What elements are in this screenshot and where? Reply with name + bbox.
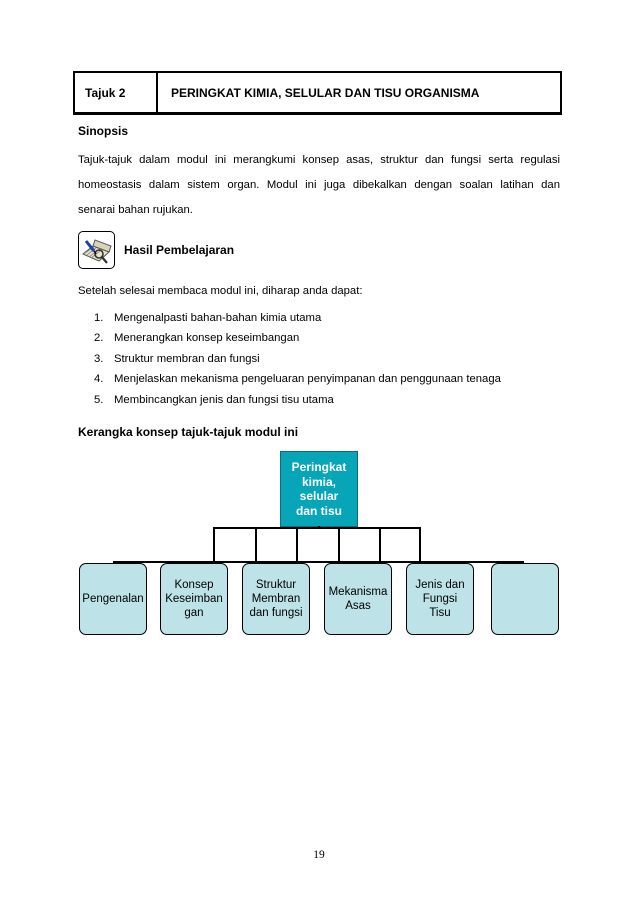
- synopsis-heading: Sinopsis: [78, 124, 129, 138]
- item-number: 2.: [94, 332, 104, 345]
- node-label: Struktur Membran dan fungsi: [249, 579, 303, 619]
- topic-label: Tajuk 2: [85, 85, 126, 100]
- item-text: Mengenalpasti bahan-bahan kimia utama: [114, 312, 322, 324]
- list-item: [94, 349, 501, 369]
- node-label: Mekanisma Asas: [328, 586, 388, 612]
- connector-line: [379, 527, 381, 562]
- connector-line: [255, 527, 257, 562]
- learning-intro: Setelah selesai membaca modul ini, diharap anda dapat:: [78, 285, 363, 297]
- list-item: [94, 369, 501, 389]
- framework-node-konsep-keseimbangan: [160, 563, 228, 635]
- item-text: Membincangkan jenis dan fungsi tisu utama: [114, 393, 334, 406]
- node-label: Jenis dan Fungsi Tisu: [415, 579, 465, 619]
- connector-line: [213, 527, 421, 529]
- synopsis-line: homeostasis dalam sistem organ. Modul ini juga dibekalkan dengan soalan latihan dan: [78, 179, 560, 191]
- item-text: Menerangkan konsep keseimbangan: [114, 332, 300, 345]
- connector-line: [213, 527, 215, 562]
- framework-node-mekanisma-asas: [324, 563, 392, 635]
- list-item: [94, 390, 501, 410]
- framework-root-node: [280, 451, 358, 527]
- item-number: 3.: [94, 352, 104, 365]
- item-text: Struktur membran dan fungsi: [114, 352, 260, 365]
- root-node-label: Peringkat kimia, selular dan tisu: [291, 460, 347, 518]
- item-number: 1.: [94, 312, 104, 324]
- framework-node-struktur-membran: [242, 563, 310, 635]
- list-item: [94, 308, 501, 328]
- framework-node-pengenalan: [79, 563, 147, 635]
- synopsis-line: Tajuk-tajuk dalam modul ini merangkumi konsep asas, struktur dan fungsi serta regulasi: [78, 154, 560, 166]
- connector-line: [338, 527, 340, 562]
- item-number: 4.: [94, 373, 104, 386]
- node-label: Konsep Keseimban gan: [165, 579, 223, 619]
- synopsis-text: [78, 148, 560, 223]
- connector-line: [419, 527, 421, 562]
- header-divider: [156, 73, 158, 112]
- connector-line: [296, 527, 298, 562]
- learning-heading: Hasil Pembelajaran: [124, 243, 235, 257]
- framework-node-jenis-fungsi-tisu: [406, 563, 474, 635]
- framework-node-empty: [491, 563, 559, 635]
- topic-header-table: [73, 71, 562, 115]
- list-item: [94, 328, 501, 348]
- item-number: 5.: [94, 393, 104, 406]
- book-magnifier-icon: [78, 231, 115, 269]
- item-text: Menjelaskan mekanisma pengeluaran penyimpanan dan penggunaan tenaga: [114, 373, 501, 386]
- page-number: 19: [313, 849, 325, 861]
- node-label: Pengenalan: [82, 593, 144, 605]
- topic-title: PERINGKAT KIMIA, SELULAR DAN TISU ORGANISMA: [171, 85, 480, 100]
- framework-heading: Kerangka konsep tajuk-tajuk modul ini: [78, 425, 299, 439]
- learning-outcomes-list: [94, 308, 501, 410]
- synopsis-line: senarai bahan rujukan.: [78, 204, 193, 216]
